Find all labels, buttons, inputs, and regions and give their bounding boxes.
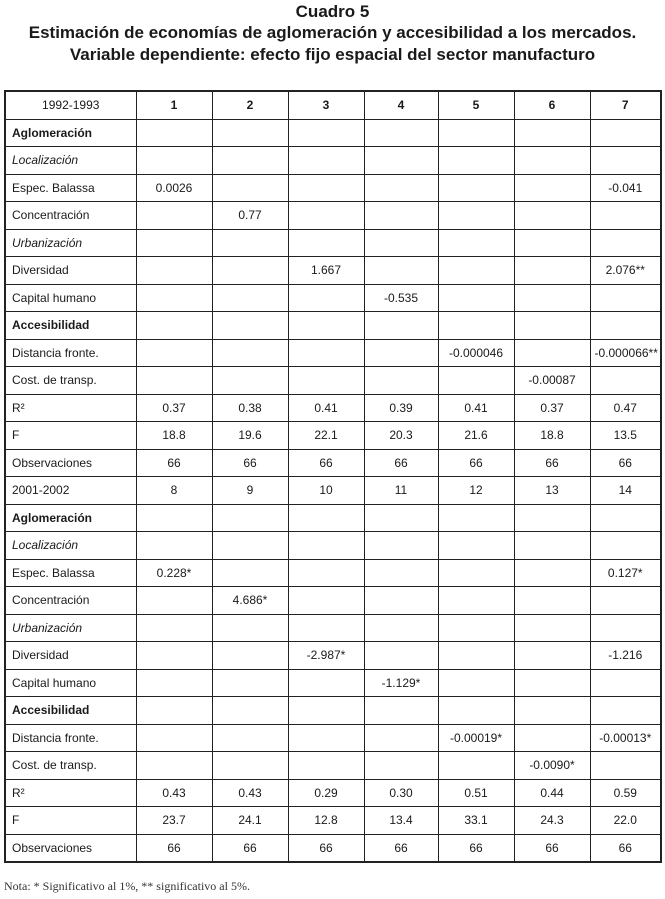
table-row (5, 422, 661, 450)
value-cell (590, 229, 661, 257)
value-cell (136, 724, 212, 752)
table-row (5, 339, 661, 367)
value-cell (590, 752, 661, 780)
value-cell (212, 504, 288, 532)
value-cell (212, 147, 288, 175)
value-cell (136, 202, 212, 230)
value-cell (288, 119, 364, 147)
value-cell (364, 202, 438, 230)
value-cell: 0.0026 (136, 174, 212, 202)
value-cell (364, 147, 438, 175)
value-cell: 0.47 (590, 394, 661, 422)
table-row (5, 614, 661, 642)
row-label-cell: Diversidad (5, 257, 136, 285)
value-cell (136, 119, 212, 147)
value-cell (514, 532, 590, 560)
value-cell (514, 284, 590, 312)
table-subtitle-line1: Estimación de economías de aglomeración y accesibilidad a los mercados. (28, 23, 637, 42)
table-caption (0, 0, 665, 66)
row-label-cell: Localización (5, 147, 136, 175)
value-cell: 66 (212, 834, 288, 862)
value-cell (438, 752, 514, 780)
value-cell (212, 284, 288, 312)
value-cell: 66 (136, 449, 212, 477)
header-row (5, 91, 661, 119)
table-row (5, 587, 661, 615)
value-cell: 0.51 (438, 779, 514, 807)
value-cell (438, 284, 514, 312)
value-cell (364, 752, 438, 780)
value-cell (288, 532, 364, 560)
value-cell: 19.6 (212, 422, 288, 450)
value-cell: 22.0 (590, 807, 661, 835)
value-cell: 0.77 (212, 202, 288, 230)
table-row (5, 477, 661, 505)
value-cell (136, 284, 212, 312)
row-label-cell: Cost. de transp. (5, 367, 136, 395)
value-cell: 8 (136, 477, 212, 505)
value-cell: 0.41 (288, 394, 364, 422)
value-cell (514, 119, 590, 147)
value-cell: 13.5 (590, 422, 661, 450)
value-cell (288, 367, 364, 395)
row-label-cell: Aglomeración (5, 119, 136, 147)
value-cell: 5 (438, 91, 514, 119)
value-cell: 1 (136, 91, 212, 119)
value-cell (288, 504, 364, 532)
value-cell (590, 587, 661, 615)
value-cell (212, 669, 288, 697)
value-cell: -0.00013* (590, 724, 661, 752)
regression-table (4, 90, 662, 863)
row-label-cell: Urbanización (5, 614, 136, 642)
value-cell: -0.000066** (590, 339, 661, 367)
value-cell (288, 669, 364, 697)
value-cell (364, 119, 438, 147)
table-row (5, 532, 661, 560)
value-cell (288, 724, 364, 752)
value-cell: 3 (288, 91, 364, 119)
value-cell (438, 174, 514, 202)
table-note: Nota: * Significativo al 1%, ** significativo al 5%. (4, 879, 250, 893)
value-cell: 22.1 (288, 422, 364, 450)
row-label-cell: Concentración (5, 587, 136, 615)
value-cell: 1.667 (288, 257, 364, 285)
value-cell: 66 (136, 834, 212, 862)
value-cell: 0.37 (514, 394, 590, 422)
value-cell (136, 642, 212, 670)
value-cell: 20.3 (364, 422, 438, 450)
value-cell: 66 (514, 449, 590, 477)
value-cell: 0.43 (212, 779, 288, 807)
row-label-cell: Localización (5, 532, 136, 560)
value-cell (364, 724, 438, 752)
value-cell (364, 174, 438, 202)
table-row (5, 697, 661, 725)
table-row (5, 174, 661, 202)
value-cell (212, 119, 288, 147)
table-row (5, 559, 661, 587)
value-cell (590, 532, 661, 560)
value-cell: 0.59 (590, 779, 661, 807)
table-row (5, 202, 661, 230)
value-cell (514, 697, 590, 725)
row-label-cell: 2001-2002 (5, 477, 136, 505)
value-cell: -0.535 (364, 284, 438, 312)
value-cell: 66 (288, 834, 364, 862)
value-cell (364, 504, 438, 532)
value-cell (288, 752, 364, 780)
row-label-cell: Distancia fronte. (5, 724, 136, 752)
value-cell (514, 202, 590, 230)
row-label-cell: Observaciones (5, 449, 136, 477)
value-cell (288, 312, 364, 340)
value-cell (514, 559, 590, 587)
table-row (5, 257, 661, 285)
value-cell: 14 (590, 477, 661, 505)
value-cell (590, 697, 661, 725)
row-label-cell: 1992-1993 (5, 91, 136, 119)
row-label-cell: Espec. Balassa (5, 559, 136, 587)
value-cell (514, 642, 590, 670)
value-cell (514, 147, 590, 175)
value-cell (288, 147, 364, 175)
value-cell (288, 697, 364, 725)
value-cell (590, 312, 661, 340)
value-cell (514, 339, 590, 367)
value-cell (136, 614, 212, 642)
value-cell (514, 614, 590, 642)
value-cell: 66 (288, 449, 364, 477)
table-row (5, 312, 661, 340)
table-row (5, 504, 661, 532)
value-cell (438, 147, 514, 175)
row-label-cell: Accesibilidad (5, 697, 136, 725)
value-cell (364, 339, 438, 367)
row-label-cell: Cost. de transp. (5, 752, 136, 780)
value-cell: 0.41 (438, 394, 514, 422)
value-cell (288, 202, 364, 230)
table-row (5, 669, 661, 697)
row-label-cell: Accesibilidad (5, 312, 136, 340)
value-cell (212, 174, 288, 202)
value-cell (364, 229, 438, 257)
value-cell: 4.686* (212, 587, 288, 615)
table-row (5, 724, 661, 752)
value-cell (364, 587, 438, 615)
value-cell (514, 724, 590, 752)
value-cell (212, 367, 288, 395)
value-cell: -0.00087 (514, 367, 590, 395)
value-cell (136, 367, 212, 395)
value-cell (136, 229, 212, 257)
value-cell (288, 229, 364, 257)
row-label-cell: F (5, 422, 136, 450)
value-cell (590, 367, 661, 395)
value-cell (212, 642, 288, 670)
value-cell: 66 (364, 834, 438, 862)
value-cell (438, 669, 514, 697)
value-cell (438, 559, 514, 587)
table-row (5, 449, 661, 477)
value-cell (438, 229, 514, 257)
value-cell: 6 (514, 91, 590, 119)
value-cell (364, 559, 438, 587)
value-cell (514, 174, 590, 202)
value-cell (288, 614, 364, 642)
value-cell: 0.39 (364, 394, 438, 422)
value-cell (438, 642, 514, 670)
value-cell (364, 614, 438, 642)
value-cell (364, 257, 438, 285)
row-label-cell: Diversidad (5, 642, 136, 670)
value-cell (438, 367, 514, 395)
value-cell (590, 614, 661, 642)
table-title: Cuadro 5 (295, 2, 370, 21)
value-cell (136, 504, 212, 532)
value-cell (438, 119, 514, 147)
value-cell (590, 202, 661, 230)
value-cell: 4 (364, 91, 438, 119)
value-cell: 66 (514, 834, 590, 862)
value-cell: 66 (438, 449, 514, 477)
row-label-cell: Distancia fronte. (5, 339, 136, 367)
value-cell (438, 312, 514, 340)
value-cell: 0.44 (514, 779, 590, 807)
value-cell: 66 (590, 449, 661, 477)
table-row (5, 752, 661, 780)
table-row (5, 367, 661, 395)
value-cell (288, 587, 364, 615)
value-cell: 0.228* (136, 559, 212, 587)
value-cell (590, 504, 661, 532)
value-cell (288, 284, 364, 312)
value-cell: -1.129* (364, 669, 438, 697)
value-cell: 24.3 (514, 807, 590, 835)
value-cell (590, 284, 661, 312)
value-cell: -0.000046 (438, 339, 514, 367)
table-row (5, 147, 661, 175)
value-cell (212, 312, 288, 340)
value-cell: 12.8 (288, 807, 364, 835)
table-row (5, 807, 661, 835)
row-label-cell: Urbanización (5, 229, 136, 257)
value-cell (288, 339, 364, 367)
value-cell (212, 559, 288, 587)
table-row (5, 642, 661, 670)
row-label-cell: R² (5, 394, 136, 422)
value-cell: -1.216 (590, 642, 661, 670)
value-cell (438, 257, 514, 285)
value-cell (288, 559, 364, 587)
row-label-cell: F (5, 807, 136, 835)
value-cell (136, 587, 212, 615)
value-cell (212, 229, 288, 257)
value-cell (212, 752, 288, 780)
value-cell: -2.987* (288, 642, 364, 670)
value-cell (438, 697, 514, 725)
value-cell (590, 119, 661, 147)
value-cell: 0.29 (288, 779, 364, 807)
value-cell (438, 614, 514, 642)
value-cell: 33.1 (438, 807, 514, 835)
value-cell: 66 (590, 834, 661, 862)
value-cell: 2 (212, 91, 288, 119)
value-cell (438, 504, 514, 532)
value-cell: 0.127* (590, 559, 661, 587)
value-cell: -0.041 (590, 174, 661, 202)
row-label-cell: Concentración (5, 202, 136, 230)
value-cell (438, 532, 514, 560)
row-label-cell: Capital humano (5, 669, 136, 697)
value-cell: 10 (288, 477, 364, 505)
value-cell (136, 752, 212, 780)
value-cell: 0.43 (136, 779, 212, 807)
value-cell (514, 312, 590, 340)
value-cell (136, 339, 212, 367)
value-cell (212, 697, 288, 725)
row-label-cell: R² (5, 779, 136, 807)
value-cell (514, 257, 590, 285)
value-cell: -0.0090* (514, 752, 590, 780)
value-cell (136, 312, 212, 340)
value-cell: 7 (590, 91, 661, 119)
value-cell (590, 669, 661, 697)
value-cell: 0.38 (212, 394, 288, 422)
value-cell (212, 532, 288, 560)
value-cell: 0.37 (136, 394, 212, 422)
table-row (5, 229, 661, 257)
value-cell: 66 (364, 449, 438, 477)
value-cell (212, 339, 288, 367)
table-row (5, 834, 661, 862)
value-cell: 2.076** (590, 257, 661, 285)
value-cell: 23.7 (136, 807, 212, 835)
value-cell (438, 202, 514, 230)
value-cell (364, 367, 438, 395)
row-label-cell: Observaciones (5, 834, 136, 862)
value-cell (364, 532, 438, 560)
value-cell: 66 (212, 449, 288, 477)
value-cell: 18.8 (136, 422, 212, 450)
value-cell (136, 697, 212, 725)
value-cell: 9 (212, 477, 288, 505)
value-cell: 11 (364, 477, 438, 505)
value-cell (136, 257, 212, 285)
value-cell: 21.6 (438, 422, 514, 450)
table-subtitle-line2: Variable dependiente: efecto fijo espacial del sector manufacturo (69, 45, 596, 64)
table-row (5, 284, 661, 312)
value-cell (364, 697, 438, 725)
value-cell (212, 257, 288, 285)
value-cell (288, 174, 364, 202)
table-row (5, 779, 661, 807)
value-cell: 13.4 (364, 807, 438, 835)
row-label-cell: Aglomeración (5, 504, 136, 532)
value-cell (136, 669, 212, 697)
value-cell (212, 614, 288, 642)
value-cell (364, 312, 438, 340)
value-cell: 66 (438, 834, 514, 862)
table-row (5, 119, 661, 147)
value-cell (514, 229, 590, 257)
value-cell (514, 504, 590, 532)
table-body (5, 91, 661, 862)
value-cell (514, 669, 590, 697)
value-cell: 24.1 (212, 807, 288, 835)
table-row (5, 394, 661, 422)
row-label-cell: Capital humano (5, 284, 136, 312)
row-label-cell: Espec. Balassa (5, 174, 136, 202)
value-cell: 18.8 (514, 422, 590, 450)
value-cell: 12 (438, 477, 514, 505)
value-cell: 13 (514, 477, 590, 505)
value-cell (136, 532, 212, 560)
value-cell (514, 587, 590, 615)
value-cell (590, 147, 661, 175)
value-cell (364, 642, 438, 670)
value-cell (438, 587, 514, 615)
value-cell (212, 724, 288, 752)
value-cell (136, 147, 212, 175)
value-cell: -0.00019* (438, 724, 514, 752)
value-cell: 0.30 (364, 779, 438, 807)
